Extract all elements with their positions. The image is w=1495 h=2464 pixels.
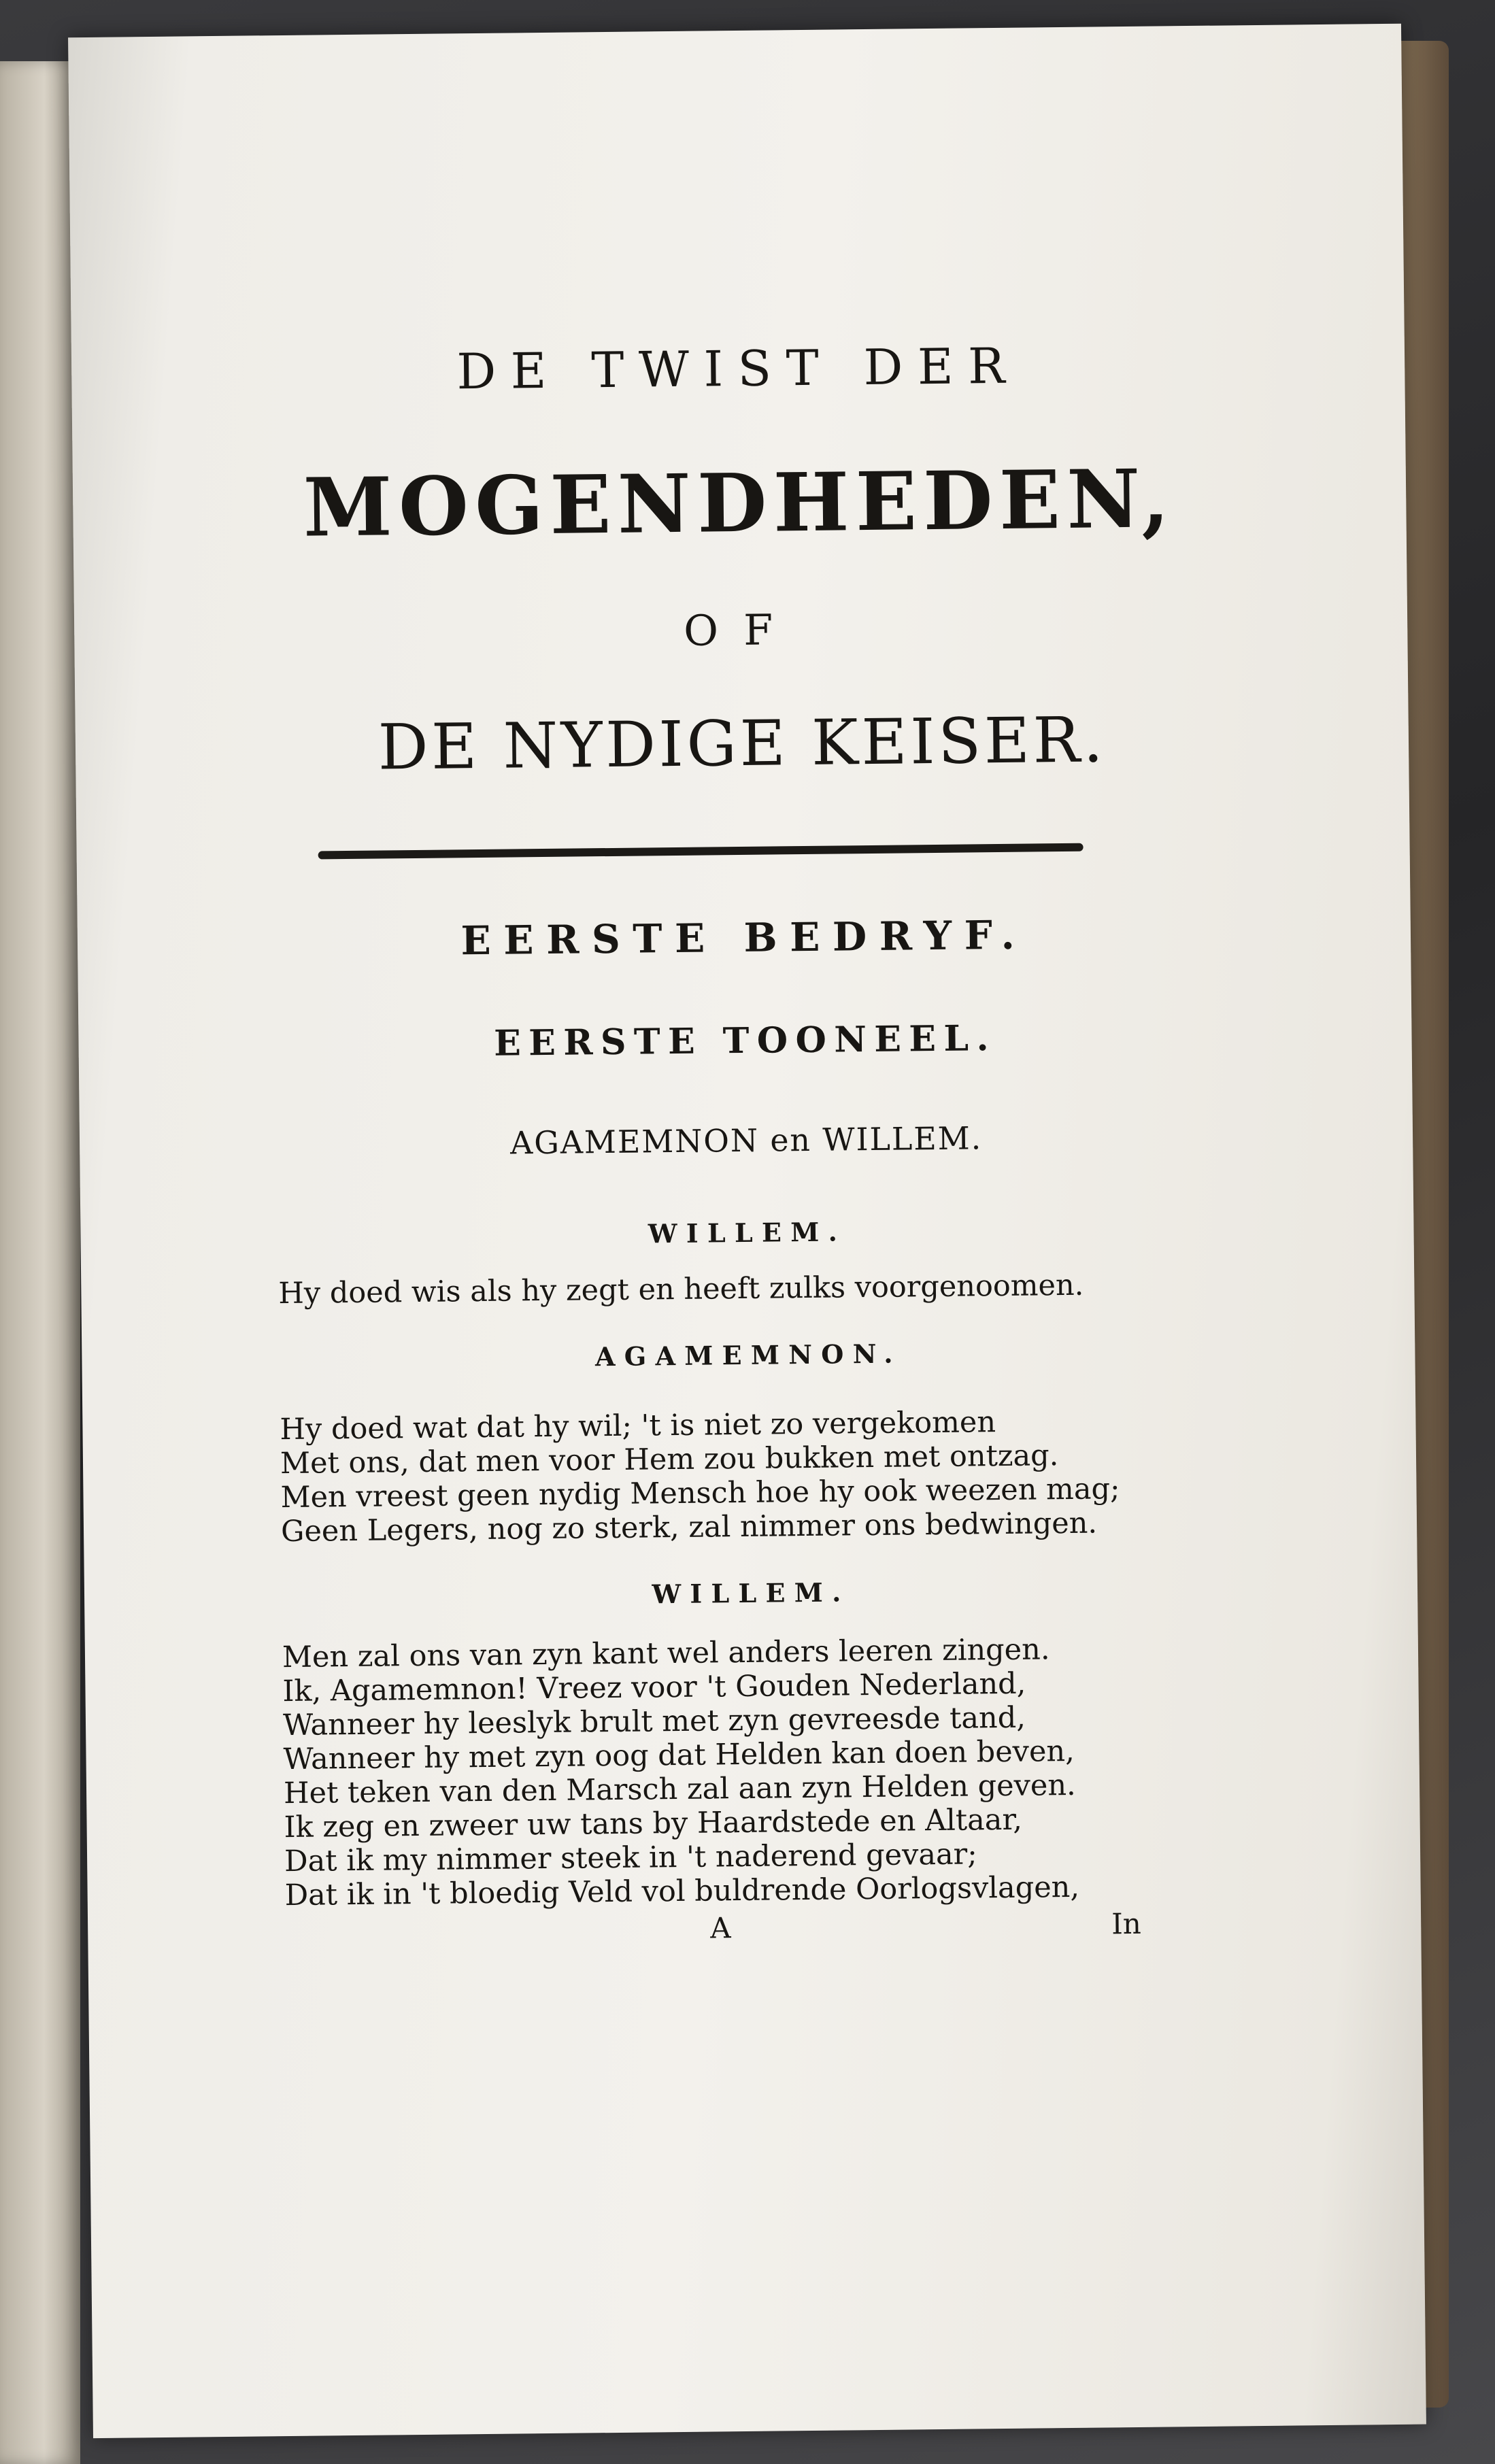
title-line-4: DE NYDIGE KEISER. xyxy=(377,703,1107,784)
title-line-3: OF xyxy=(683,605,799,656)
title-line-2: MOGENDHEDEN, xyxy=(303,451,1177,555)
verse-line: Ik, Agamemnon! Vreez voor 't Gouden Nederland, xyxy=(282,1666,1026,1709)
signature-mark: A xyxy=(709,1911,731,1945)
verse-line: Wanneer hy leeslyk brult met zyn gevreesde tand, xyxy=(282,1700,1026,1743)
left-page-edge xyxy=(0,61,80,2464)
verse-line: Ik zeg en zweer uw tans by Haardstede en Altaar, xyxy=(284,1802,1023,1845)
speaker-name: WILLEM. xyxy=(652,1576,850,1610)
speech-block xyxy=(278,1267,1210,1311)
dramatis-personae: AGAMEMNON en WILLEM. xyxy=(509,1119,983,1162)
book-page xyxy=(68,24,1426,2438)
title-line-1: DE TWIST DER xyxy=(456,337,1020,401)
verse-line: Men vreest geen nydig Mensch hoe hy ook weezen mag; xyxy=(280,1472,1120,1515)
scene-heading: EERSTE TOONEEL. xyxy=(493,1017,997,1064)
verse-line: Hy doed wis als hy zegt en heeft zulks voorgenoomen. xyxy=(278,1268,1084,1311)
catchword: In xyxy=(1111,1906,1142,1941)
verse-line: Men zal ons van zyn kant wel anders leeren zingen. xyxy=(282,1632,1050,1675)
verse-line: Geen Legers, nog zo sterk, zal nimmer ons bedwingen. xyxy=(280,1506,1098,1549)
act-heading: EERSTE BEDRYF. xyxy=(460,911,1028,964)
verse-line: Met ons, dat men voor Hem zou bukken met ontzag. xyxy=(280,1438,1059,1481)
verse-line: Hy doed wat dat hy wil; 't is niet zo vergekomen xyxy=(280,1405,996,1447)
verse-line: Dat ik in 't bloedig Veld vol buldrende Oorlogsvlagen, xyxy=(284,1870,1080,1913)
speech-block xyxy=(282,1631,1217,1912)
verse-line: Dat ik my nimmer steek in 't naderend gevaar; xyxy=(284,1837,977,1879)
speaker-name: WILLEM. xyxy=(648,1216,847,1249)
speech-block xyxy=(280,1403,1213,1549)
page-content xyxy=(68,24,1426,2438)
verse-line: Wanneer hy met zyn oog dat Helden kan doen beven, xyxy=(283,1734,1075,1777)
title-rule-divider xyxy=(318,843,1084,860)
speaker-name: AGAMEMNON. xyxy=(594,1338,903,1372)
verse-line: Het teken van den Marsch zal aan zyn Helden geven. xyxy=(283,1768,1076,1811)
